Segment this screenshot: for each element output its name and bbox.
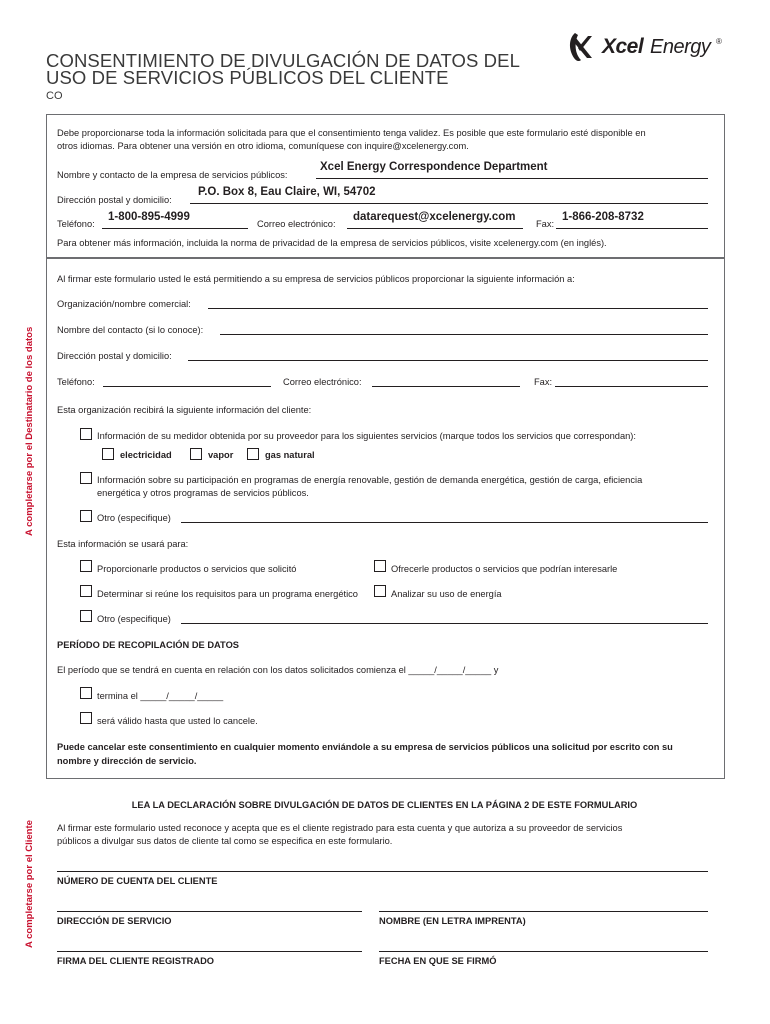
title-line-2: USO DE SERVICIOS PÚBLICOS DEL CLIENTE bbox=[46, 67, 449, 88]
cancel-line-2: nombre y dirección de servicio. bbox=[57, 756, 197, 766]
steam-label: vapor bbox=[208, 450, 234, 460]
customer-side-label: A completarse por el Cliente bbox=[24, 820, 35, 948]
contact-name-label: Nombre del contacto (si lo conoce): bbox=[57, 325, 204, 335]
utility-address-label: Dirección postal y domicilio: bbox=[57, 195, 172, 205]
printed-name-label: NOMBRE (EN LETRA IMPRENTA) bbox=[379, 916, 526, 926]
use-eligibility-checkbox[interactable] bbox=[80, 585, 92, 597]
use-other-checkbox[interactable] bbox=[80, 610, 92, 622]
ack-line-2: públicos a divulgar sus datos de cliente tal como se especifica en este formulario. bbox=[57, 836, 393, 846]
intro-line-2: otros idiomas. Para obtener una versión en otro idioma, comuníquese con inquire@xcelenergy.com. bbox=[57, 141, 469, 151]
recipient-email-field[interactable] bbox=[372, 386, 520, 387]
period-end-checkbox[interactable] bbox=[80, 687, 92, 699]
cancel-line-1: Puede cancelar este consentimiento en cualquier momento enviándole a su empresa de servicios públicos una solicitud por escrito con su bbox=[57, 742, 673, 752]
signature-field[interactable] bbox=[57, 951, 362, 952]
use-analyze-label: Analizar su uso de energía bbox=[391, 589, 502, 599]
receive-label: Esta organización recibirá la siguiente información del cliente: bbox=[57, 405, 312, 415]
gas-label: gas natural bbox=[265, 450, 315, 460]
period-start-text: El período que se tendrá en cuenta en relación con los datos solicitados comienza el _____/_____/_____ y bbox=[57, 665, 499, 675]
programs-checkbox[interactable] bbox=[80, 472, 92, 484]
cancel-notice bbox=[57, 740, 717, 768]
recipient-fax-label: Fax: bbox=[534, 377, 553, 387]
use-other-label: Otro (especifique) bbox=[97, 614, 171, 624]
use-analyze-checkbox[interactable] bbox=[374, 585, 386, 597]
period-heading: PERÍODO DE RECOPILACIÓN DE DATOS bbox=[57, 640, 239, 650]
use-offer-label: Ofrecerle productos o servicios que podrían interesarle bbox=[391, 564, 618, 574]
period-end-label: termina el _____/_____/_____ bbox=[97, 691, 224, 701]
use-label: Esta información se usará para: bbox=[57, 539, 189, 549]
recipient-address-field[interactable] bbox=[188, 360, 708, 361]
acknowledgement-text bbox=[57, 822, 717, 848]
org-name-label: Organización/nombre comercial: bbox=[57, 299, 191, 309]
read-declaration-heading: LEA LA DECLARACIÓN SOBRE DIVULGACIÓN DE DATOS DE CLIENTES EN LA PÁGINA 2 DE ESTE FORMULARIO bbox=[131, 800, 638, 810]
utility-fax-line bbox=[556, 228, 708, 229]
utility-phone-label: Teléfono: bbox=[57, 219, 95, 229]
programs-line-2: energética y otros programas de servicios públicos. bbox=[97, 488, 309, 498]
form-title bbox=[46, 52, 520, 86]
org-name-field[interactable] bbox=[208, 308, 708, 309]
ack-line-1: Al firmar este formulario usted reconoce y acepta que es el cliente registrado para esta cuenta y que autoriza a su proveedor de servicios bbox=[57, 823, 623, 833]
recipient-fax-field[interactable] bbox=[555, 386, 708, 387]
use-offer-checkbox[interactable] bbox=[374, 560, 386, 572]
privacy-note: Para obtener más información, incluida la norma de privacidad de la empresa de servicios públicos, visite xcelenergy.com (en inglés). bbox=[57, 238, 607, 248]
steam-checkbox[interactable] bbox=[190, 448, 202, 460]
use-provide-checkbox[interactable] bbox=[80, 560, 92, 572]
electric-checkbox[interactable] bbox=[102, 448, 114, 460]
recipient-phone-field[interactable] bbox=[103, 386, 271, 387]
meter-info-checkbox[interactable] bbox=[80, 428, 92, 440]
logo-word-energy: Energy bbox=[650, 36, 711, 58]
period-until-cancel-label: será válido hasta que usted lo cancele. bbox=[97, 716, 258, 726]
utility-address-value[interactable]: P.O. Box 8, Eau Claire, WI, 54702 bbox=[198, 186, 376, 198]
utility-address-line bbox=[190, 203, 708, 204]
period-until-cancel-checkbox[interactable] bbox=[80, 712, 92, 724]
electric-label: electricidad bbox=[120, 450, 172, 460]
use-eligibility-label: Determinar si reúne los requisitos para un programa energético bbox=[97, 589, 358, 599]
utility-phone-value[interactable]: 1-800-895-4999 bbox=[108, 211, 190, 223]
other-info-checkbox[interactable] bbox=[80, 510, 92, 522]
programs-label bbox=[97, 474, 717, 500]
xcel-swoosh-icon bbox=[566, 30, 600, 64]
use-other-field[interactable] bbox=[181, 623, 708, 624]
signed-date-label: FECHA EN QUE SE FIRMÓ bbox=[379, 956, 497, 966]
recipient-side-label: A completarse por el Destinatario de los datos bbox=[24, 326, 35, 536]
use-provide-label: Proporcionarle productos o servicios que solicitó bbox=[97, 564, 297, 574]
gas-checkbox[interactable] bbox=[247, 448, 259, 460]
logo-word-xcel: Xcel bbox=[602, 35, 644, 58]
utility-name-line bbox=[316, 178, 708, 179]
intro-text bbox=[57, 127, 717, 153]
printed-name-field[interactable] bbox=[379, 911, 708, 912]
recipient-phone-label: Teléfono: bbox=[57, 377, 95, 387]
recipient-address-label: Dirección postal y domicilio: bbox=[57, 351, 172, 361]
signed-date-field[interactable] bbox=[379, 951, 708, 952]
meter-info-label: Información de su medidor obtenida por su proveedor para los siguientes servicios (marque todos los servicios que correspondan): bbox=[97, 431, 636, 441]
utility-fax-label: Fax: bbox=[536, 219, 555, 229]
intro-line-1: Debe proporcionarse toda la información solicitada para que el consentimiento tenga validez. Es posible que este formulario esté disponible en bbox=[57, 128, 646, 138]
utility-phone-line bbox=[102, 228, 248, 229]
service-address-field[interactable] bbox=[57, 911, 362, 912]
title-line-1: CONSENTIMIENTO DE DIVULGACIÓN DE DATOS DEL bbox=[46, 50, 520, 71]
recipient-intro: Al firmar este formulario usted le está permitiendo a su empresa de servicios públicos proporcionar la siguiente información a: bbox=[57, 274, 575, 284]
service-address-label: DIRECCIÓN DE SERVICIO bbox=[57, 916, 172, 926]
utility-email-label: Correo electrónico: bbox=[257, 219, 336, 229]
other-info-label: Otro (especifique) bbox=[97, 513, 171, 523]
utility-name-value[interactable]: Xcel Energy Correspondence Department bbox=[320, 161, 548, 173]
contact-name-field[interactable] bbox=[220, 334, 708, 335]
logo-registered: ® bbox=[716, 37, 722, 46]
utility-email-line bbox=[347, 228, 523, 229]
utility-fax-value[interactable]: 1-866-208-8732 bbox=[562, 211, 644, 223]
account-number-label: NÚMERO DE CUENTA DEL CLIENTE bbox=[57, 876, 218, 886]
account-number-field[interactable] bbox=[57, 871, 708, 872]
signature-label: FIRMA DEL CLIENTE REGISTRADO bbox=[57, 956, 215, 966]
recipient-email-label: Correo electrónico: bbox=[283, 377, 362, 387]
utility-email-value[interactable]: datarequest@xcelenergy.com bbox=[353, 211, 516, 223]
other-info-field[interactable] bbox=[181, 522, 708, 523]
programs-line-1: Información sobre su participación en programas de energía renovable, gestión de demanda energética, gestión de carga, eficiencia bbox=[97, 475, 643, 485]
utility-name-label: Nombre y contacto de la empresa de servicios públicos: bbox=[57, 170, 288, 180]
xcel-energy-logo bbox=[566, 30, 726, 64]
state-code: CO bbox=[46, 90, 63, 102]
